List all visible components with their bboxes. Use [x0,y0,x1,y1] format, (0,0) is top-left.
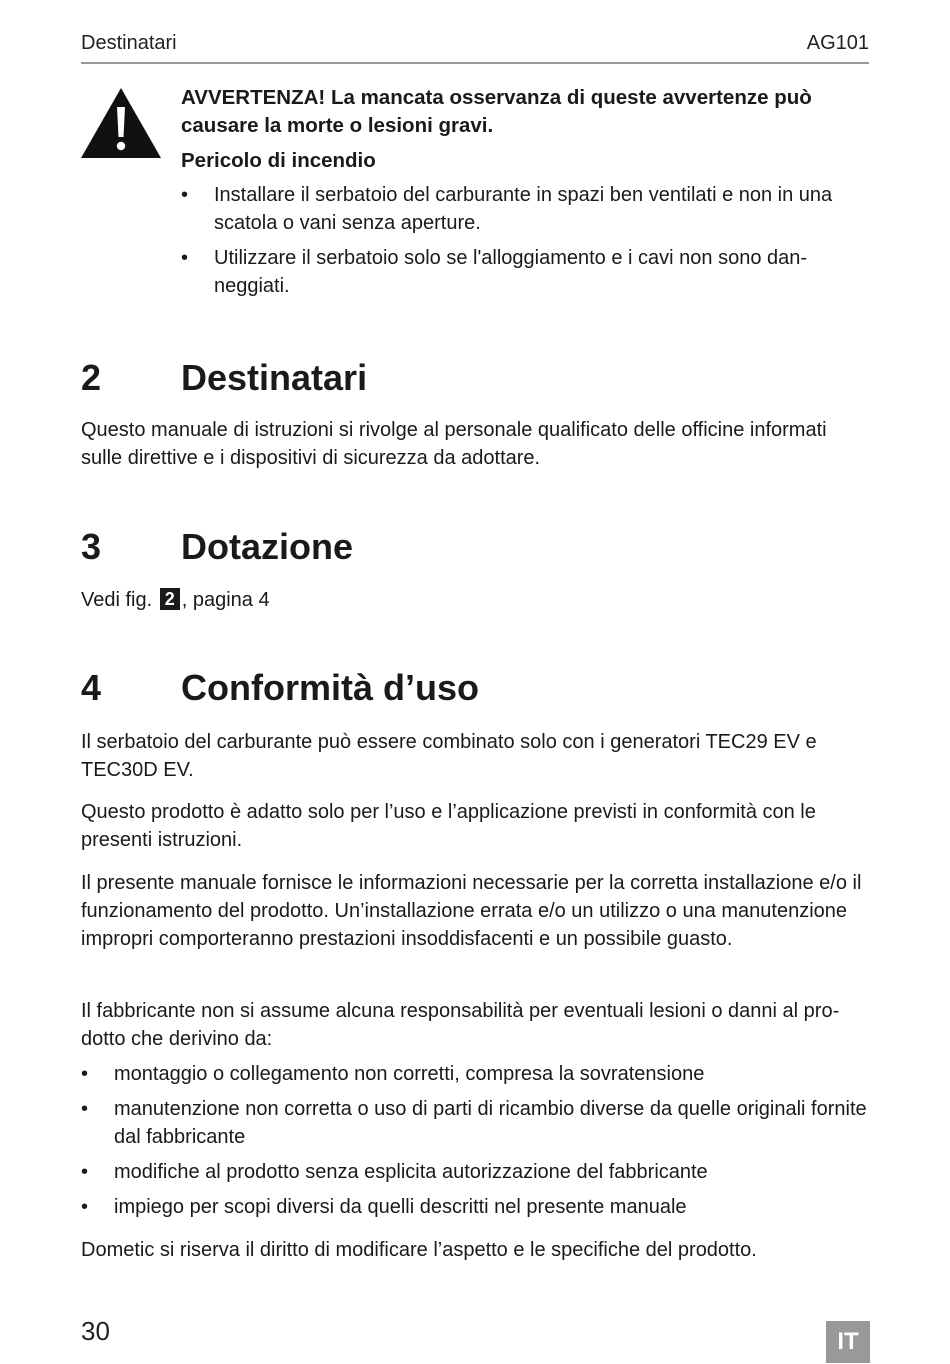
warning-title: AVVERTENZA! La mancata osservanza di queste avvertenze può causare la morte o lesioni gravi. [181,86,812,137]
bullet-icon: • [81,1196,89,1218]
liability-list [81,1060,871,1228]
conformita-paragraph-2: Questo prodotto è adatto solo per l’uso e l’applicazione previsti in conformità con le presenti istruzioni. [81,801,816,851]
header-model: AG101 [806,32,869,54]
header-section-title: Destinatari [81,32,177,54]
figure-ref-suffix: , pagina 4 [181,589,270,611]
figure-number-badge: 2 [160,588,180,610]
figure-ref-prefix: Vedi fig. [81,589,153,611]
bullet-icon: • [181,247,189,269]
page-number: 30 [81,1316,110,1346]
warning-list [181,181,871,300]
section-title: Destinatari [181,357,368,398]
section-number: 2 [81,357,102,398]
bullet-icon: • [81,1063,89,1085]
list-item: • modifiche al prodotto senza esplicita autorizzazione del fabbricante [81,1158,871,1186]
list-item: • Installare il serbatoio del carburante in spazi ben ventilati e non in una scatola o vani senza aperture. [181,181,871,237]
conformita-paragraph-3: Il presente manuale fornisce le informazioni necessarie per la corretta installazione e/o il funzionamento del prodotto. Un’installazione errata e/o un utilizzo o una manutenzione impropri comporteranno prestazioni insoddisfacenti e un possibile guasto. [81,872,862,950]
list-item: • Utilizzare il serbatoio solo se l'alloggiamento e i cavi non sono dan-neggiati. [181,244,871,300]
list-item: • impiego per scopi diversi da quelli descritti nel presente manuale [81,1193,871,1221]
header-divider [81,62,869,64]
conformita-paragraph-4: Il fabbricante non si assume alcuna responsabilità per eventuali lesioni o danni al pro-dotto che derivino da: [81,1000,840,1050]
bullet-icon: • [181,184,189,206]
dotazione-paragraph [81,586,871,614]
warning-triangle-icon [80,87,162,159]
section-title: Conformità d’uso [181,667,479,708]
destinatari-paragraph: Questo manuale di istruzioni si rivolge al personale qualificato delle officine informati sulle direttive e i dispositivi di sicurezza da adottare. [81,419,827,469]
language-badge: IT [826,1321,870,1363]
page-header [81,32,869,55]
closing-paragraph: Dometic si riserva il diritto di modificare l’aspetto e le specifiche del prodotto. [81,1239,757,1261]
section-number: 3 [81,526,102,567]
warning-subtitle: Pericolo di incendio [181,149,376,172]
bullet-icon: • [81,1098,89,1120]
warning-block [181,84,871,307]
list-item: • montaggio o collegamento non corretti, compresa la sovratensione [81,1060,871,1088]
list-item: • manutenzione non corretta o uso di parti di ricambio diverse da quelle originali fornite dal fabbricante [81,1095,871,1151]
bullet-icon: • [81,1161,89,1183]
conformita-paragraph-1: Il serbatoio del carburante può essere combinato solo con i generatori TEC29 EV e TEC30D EV. [81,731,817,781]
section-title: Dotazione [181,526,354,567]
section-number: 4 [81,667,102,708]
